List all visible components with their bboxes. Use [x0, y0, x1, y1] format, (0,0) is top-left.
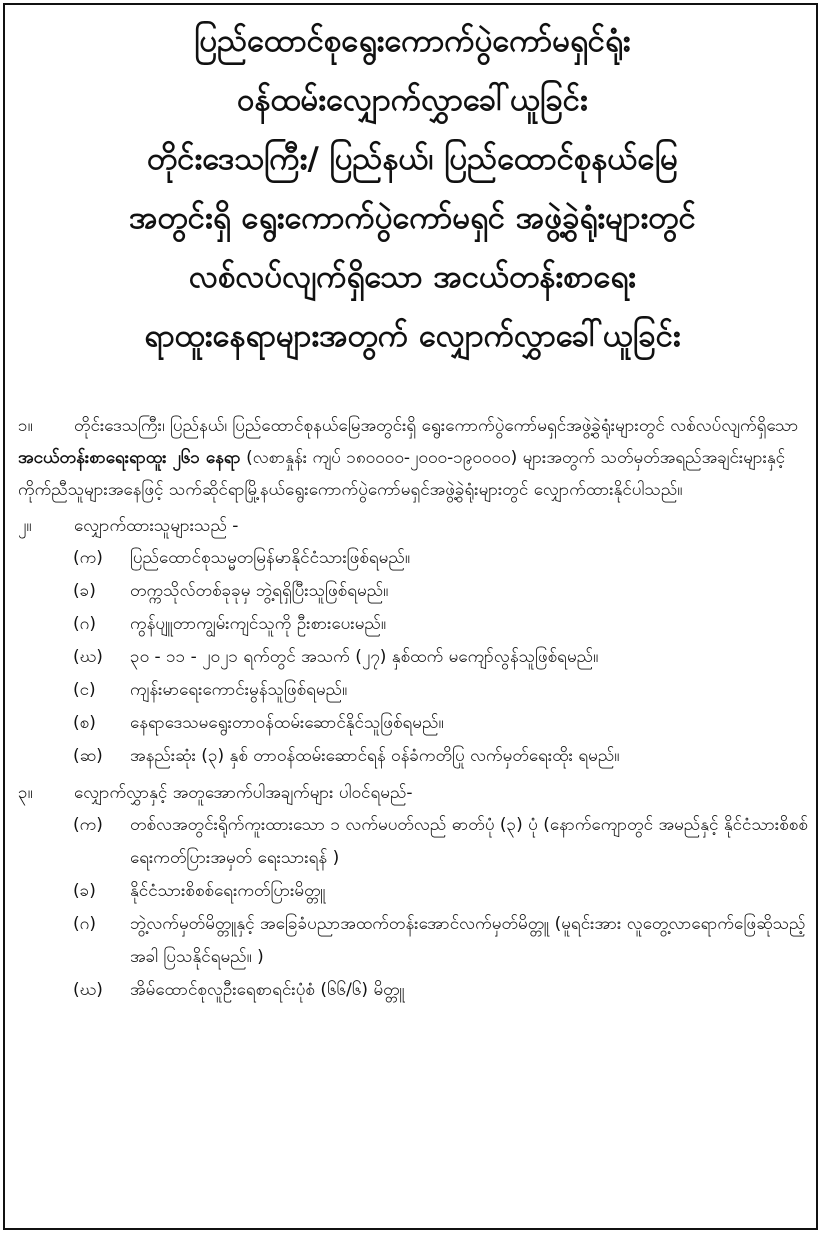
list-item-label: (င): [73, 680, 96, 700]
list-item: [18, 740, 813, 773]
list-item: [18, 575, 813, 608]
list-item-text: ကွန်ပျူတာကျွမ်းကျင်သူကို ဦးစားပေးမည်။: [130, 614, 386, 634]
heading-title: ဝန်ထမ်းလျှောက်လွှာခေါ်ယူခြင်း: [237, 82, 588, 118]
list-item: [18, 542, 813, 575]
section-1-text-start: တိုင်းဒေသကြီး၊ ပြည်နယ်၊ ပြည်ထောင်စုနယ်မြေအတွင်းရှိ ရွေးကောက်ပွဲကော်မရှင်အဖွဲ့ခွဲရုံးများတွင် လစ်လပ်လျက်ရှိသော: [74, 416, 799, 436]
list-item-text: ပြည်ထောင်စုသမ္မတမြန်မာနိုင်ငံသားဖြစ်ရမည်။: [130, 548, 410, 568]
heading-invitation: ရာထူးနေရာများအတွက် လျှောက်လွှာခေါ်ယူခြင်း: [144, 318, 681, 354]
list-item-label: (ခ): [73, 581, 96, 601]
list-item-label: (ဂ): [73, 914, 96, 934]
announcement-heading: [0, 12, 825, 366]
list-item-label: (ဂ): [73, 614, 96, 634]
section-3-intro: လျှောက်လွှာနှင့် အတူအောက်ပါအချက်များ ပါဝင်ရမည်-: [74, 783, 413, 803]
section-3-number: ၃။: [18, 783, 33, 803]
list-item-text: နိုင်ငံသားစိစစ်ရေးကတ်ပြားမိတ္တူ: [130, 881, 326, 901]
list-item-text: နေရာဒေသမရွေးတာဝန်ထမ်းဆောင်နိုင်သူဖြစ်ရမည်။: [130, 713, 444, 733]
list-item-text: ၃၀ - ၁၁ - ၂၀၂၁ ရက်တွင် အသက် (၂၇) နှစ်ထက် မကျော်လွန်သူဖြစ်ရမည်။: [130, 647, 599, 667]
list-item-label: (စ): [73, 713, 96, 733]
announcement-body: [18, 410, 813, 1007]
list-item-label: (ဃ): [73, 980, 103, 1000]
list-item: [18, 674, 813, 707]
section-2: [18, 510, 813, 542]
list-item-label: (ဆ): [73, 746, 103, 766]
list-item-text: ကျန်းမာရေးကောင်းမွန်သူဖြစ်ရမည်။: [130, 680, 348, 700]
list-item: [18, 608, 813, 641]
heading-office: ပြည်ထောင်စုရွေးကောက်ပွဲကော်မရှင်ရုံး: [194, 23, 631, 59]
list-item-text: တစ်လအတွင်းရိုက်ကူးထားသော ၁ လက်မပတ်လည် ဓာတ်ပုံ (၃) ပုံ (နောက်ကျောတွင် အမည်နှင့် နိုင်ငံသားစိစစ်ရေးကတ်ပြားအမှတ် ရေးသားရန် ): [130, 815, 808, 868]
heading-vacancy: လစ်လပ်လျက်ရှိသော အငယ်တန်းစာရေး: [188, 259, 636, 295]
list-item-label: (က): [73, 548, 103, 568]
list-item-label: (က): [73, 815, 103, 835]
section-1-position-count: အငယ်တန်းစာရေးရာထူး ၂၆၁ နေရာ: [18, 448, 241, 468]
list-item: [18, 809, 813, 875]
list-item-text: တက္ကသိုလ်တစ်ခုခုမှ ဘွဲ့ရရှိပြီးသူဖြစ်ရမည်။: [130, 581, 389, 601]
list-item-text: ဘွဲ့လက်မှတ်မိတ္တူနှင့် အခြေခံပညာအထက်တန်းအောင်လက်မှတ်မိတ္တူ (မူရင်းအား လူတွေ့လာရောက်ဖြေဆိုသည့်အခါ ပြသနိုင်ရမည်။ ): [130, 914, 806, 967]
section-2-number: ၂။: [18, 516, 32, 536]
section-2-intro: လျှောက်ထားသူများသည် -: [74, 516, 239, 536]
section-1-number: ၁။: [18, 416, 33, 436]
list-item: [18, 641, 813, 674]
section-1: [18, 410, 813, 506]
list-item-label: (ခ): [73, 881, 96, 901]
list-item-text: အိမ်ထောင်စုလူဦးရေစာရင်းပုံစံ (၆၆/၆) မိတ္တူ: [130, 980, 405, 1000]
heading-offices: အတွင်းရှိ ရွေးကောက်ပွဲကော်မရှင် အဖွဲ့ခွဲရုံးများတွင်: [129, 200, 696, 236]
list-item: [18, 875, 813, 908]
list-item: [18, 707, 813, 740]
list-item-label: (ဃ): [73, 647, 103, 667]
heading-region: တိုင်းဒေသကြီး/ ပြည်နယ်၊ ပြည်ထောင်စုနယ်မြေ: [147, 141, 678, 177]
list-item-text: အနည်းဆုံး (၃) နှစ် တာဝန်ထမ်းဆောင်ရန် ဝန်ခံကတိပြု လက်မှတ်ရေးထိုး ရမည်။: [130, 746, 620, 766]
list-item: [18, 908, 813, 974]
section-1-text-end: (လစာနှုန်း ကျပ် ၁၈၀၀၀၀-၂၀၀၀-၁၉၀၀၀၀) များအတွက် သတ်မှတ်အရည်အချင်းများနှင့် ကိုက်ညီသူများအနေဖြင့် သက်ဆိုင်ရာမြို့နယ်ရွေးကောက်ပွဲကော်မရှင်အဖွဲ့ခွဲရုံးများတွင် လျှောက်ထားနိုင်ပါသည်။: [18, 448, 786, 500]
section-3: [18, 777, 813, 809]
list-item: [18, 974, 813, 1007]
